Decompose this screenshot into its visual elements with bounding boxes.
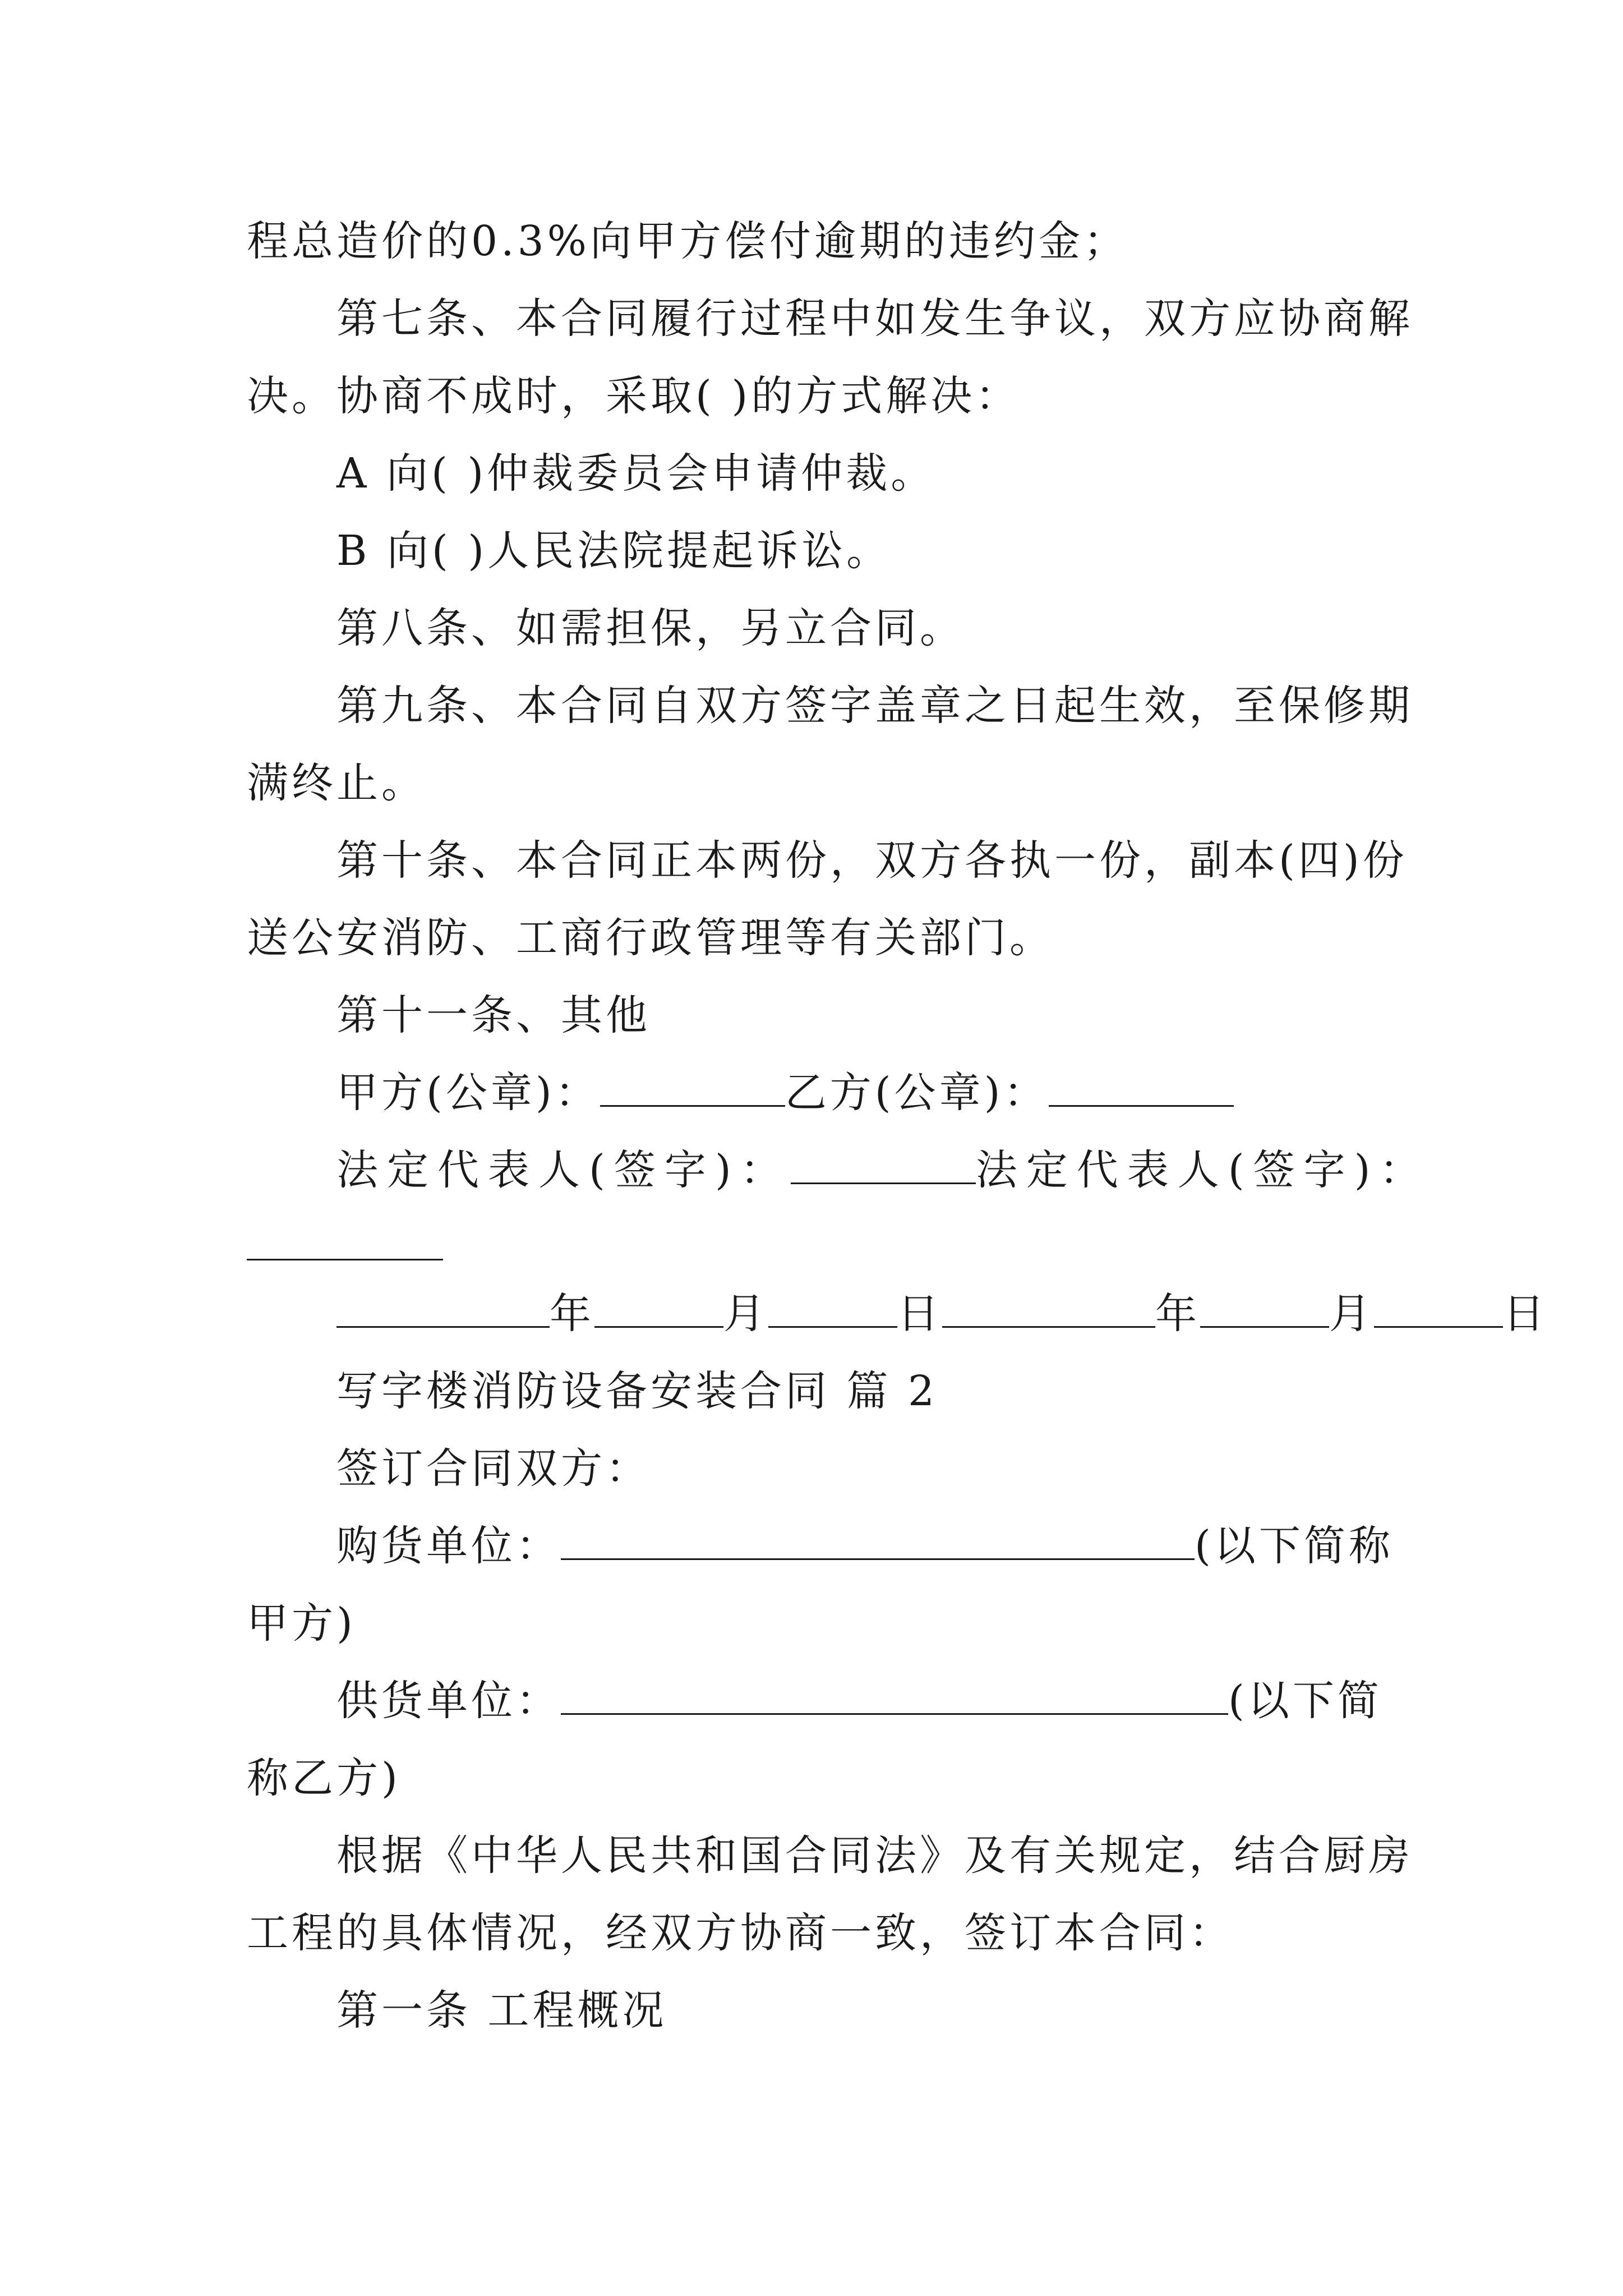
day-blank-b [1374, 1291, 1503, 1328]
party-a-seal-label: 甲方(公章)： [336, 1069, 600, 1117]
paragraph-line: 工程的具体情况，经双方协商一致，签订本合同： [247, 1909, 1234, 1957]
party-a-seal-blank [600, 1070, 785, 1107]
party-seal-line [336, 1065, 1234, 1121]
month-label: 月 [1329, 1290, 1374, 1338]
article-1-heading: 第一条 工程概况 [336, 1986, 667, 2035]
day-blank-a [768, 1291, 897, 1328]
buyer-unit-label: 购货单位： [336, 1522, 561, 1570]
party-b-seal-blank [1049, 1070, 1234, 1107]
article-11-line: 第十一条、其他 [336, 991, 651, 1039]
rep-a-label: 法定代表人(签字)： [336, 1146, 791, 1194]
rep-b-blank [247, 1259, 443, 1260]
year-label: 年 [1155, 1290, 1200, 1338]
month-label: 月 [723, 1290, 768, 1338]
option-a-line: A 向( )仲裁委员会申请仲裁。 [336, 449, 936, 498]
buyer-unit-blank [561, 1524, 1195, 1560]
buyer-unit-line [336, 1518, 1394, 1574]
year-blank-a [336, 1291, 550, 1328]
month-blank-b [1200, 1291, 1329, 1328]
section-heading: 写字楼消防设备安装合同 篇 2 [336, 1367, 938, 1415]
article-7-line: 第七条、本合同履行过程中如发生争议，双方应协商解 [336, 295, 1413, 343]
month-blank-a [594, 1291, 723, 1328]
paragraph-line: 称乙方) [247, 1754, 401, 1802]
date-line [336, 1286, 1548, 1342]
day-label: 日 [1503, 1290, 1548, 1338]
contract-parties-line: 签订合同双方： [336, 1444, 651, 1493]
year-blank-b [942, 1291, 1155, 1328]
supplier-unit-suffix: (以下简 [1228, 1677, 1382, 1725]
article-8-line: 第八条、如需担保，另立合同。 [336, 604, 965, 652]
supplier-unit-line [336, 1673, 1382, 1729]
paragraph-line: 程总造价的0.3%向甲方偿付逾期的违约金； [247, 217, 1128, 265]
supplier-unit-label: 供货单位： [336, 1677, 561, 1725]
supplier-unit-blank [561, 1678, 1228, 1715]
party-b-seal-label: 乙方(公章)： [785, 1069, 1049, 1117]
paragraph-line: 甲方) [247, 1599, 356, 1648]
article-10-line: 第十条、本合同正本两份，双方各执一份，副本(四)份 [336, 836, 1408, 885]
paragraph-line: 送公安消防、工商行政管理等有关部门。 [247, 914, 1054, 962]
rep-a-blank [791, 1148, 976, 1184]
legal-rep-line [336, 1142, 1430, 1198]
basis-line: 根据《中华人民共和国合同法》及有关规定，结合厨房 [336, 1832, 1413, 1880]
paragraph-line: 决。协商不成时，采取( )的方式解决： [247, 372, 1021, 420]
option-b-line: B 向( )人民法院提起诉讼。 [336, 527, 892, 575]
year-label: 年 [550, 1290, 594, 1338]
article-9-line: 第九条、本合同自双方签字盖章之日起生效，至保修期 [336, 682, 1413, 730]
day-label: 日 [897, 1290, 942, 1338]
paragraph-line: 满终止。 [247, 759, 426, 807]
rep-b-label: 法定代表人(签字)： [975, 1146, 1430, 1194]
buyer-unit-suffix: (以下简称 [1195, 1522, 1394, 1570]
